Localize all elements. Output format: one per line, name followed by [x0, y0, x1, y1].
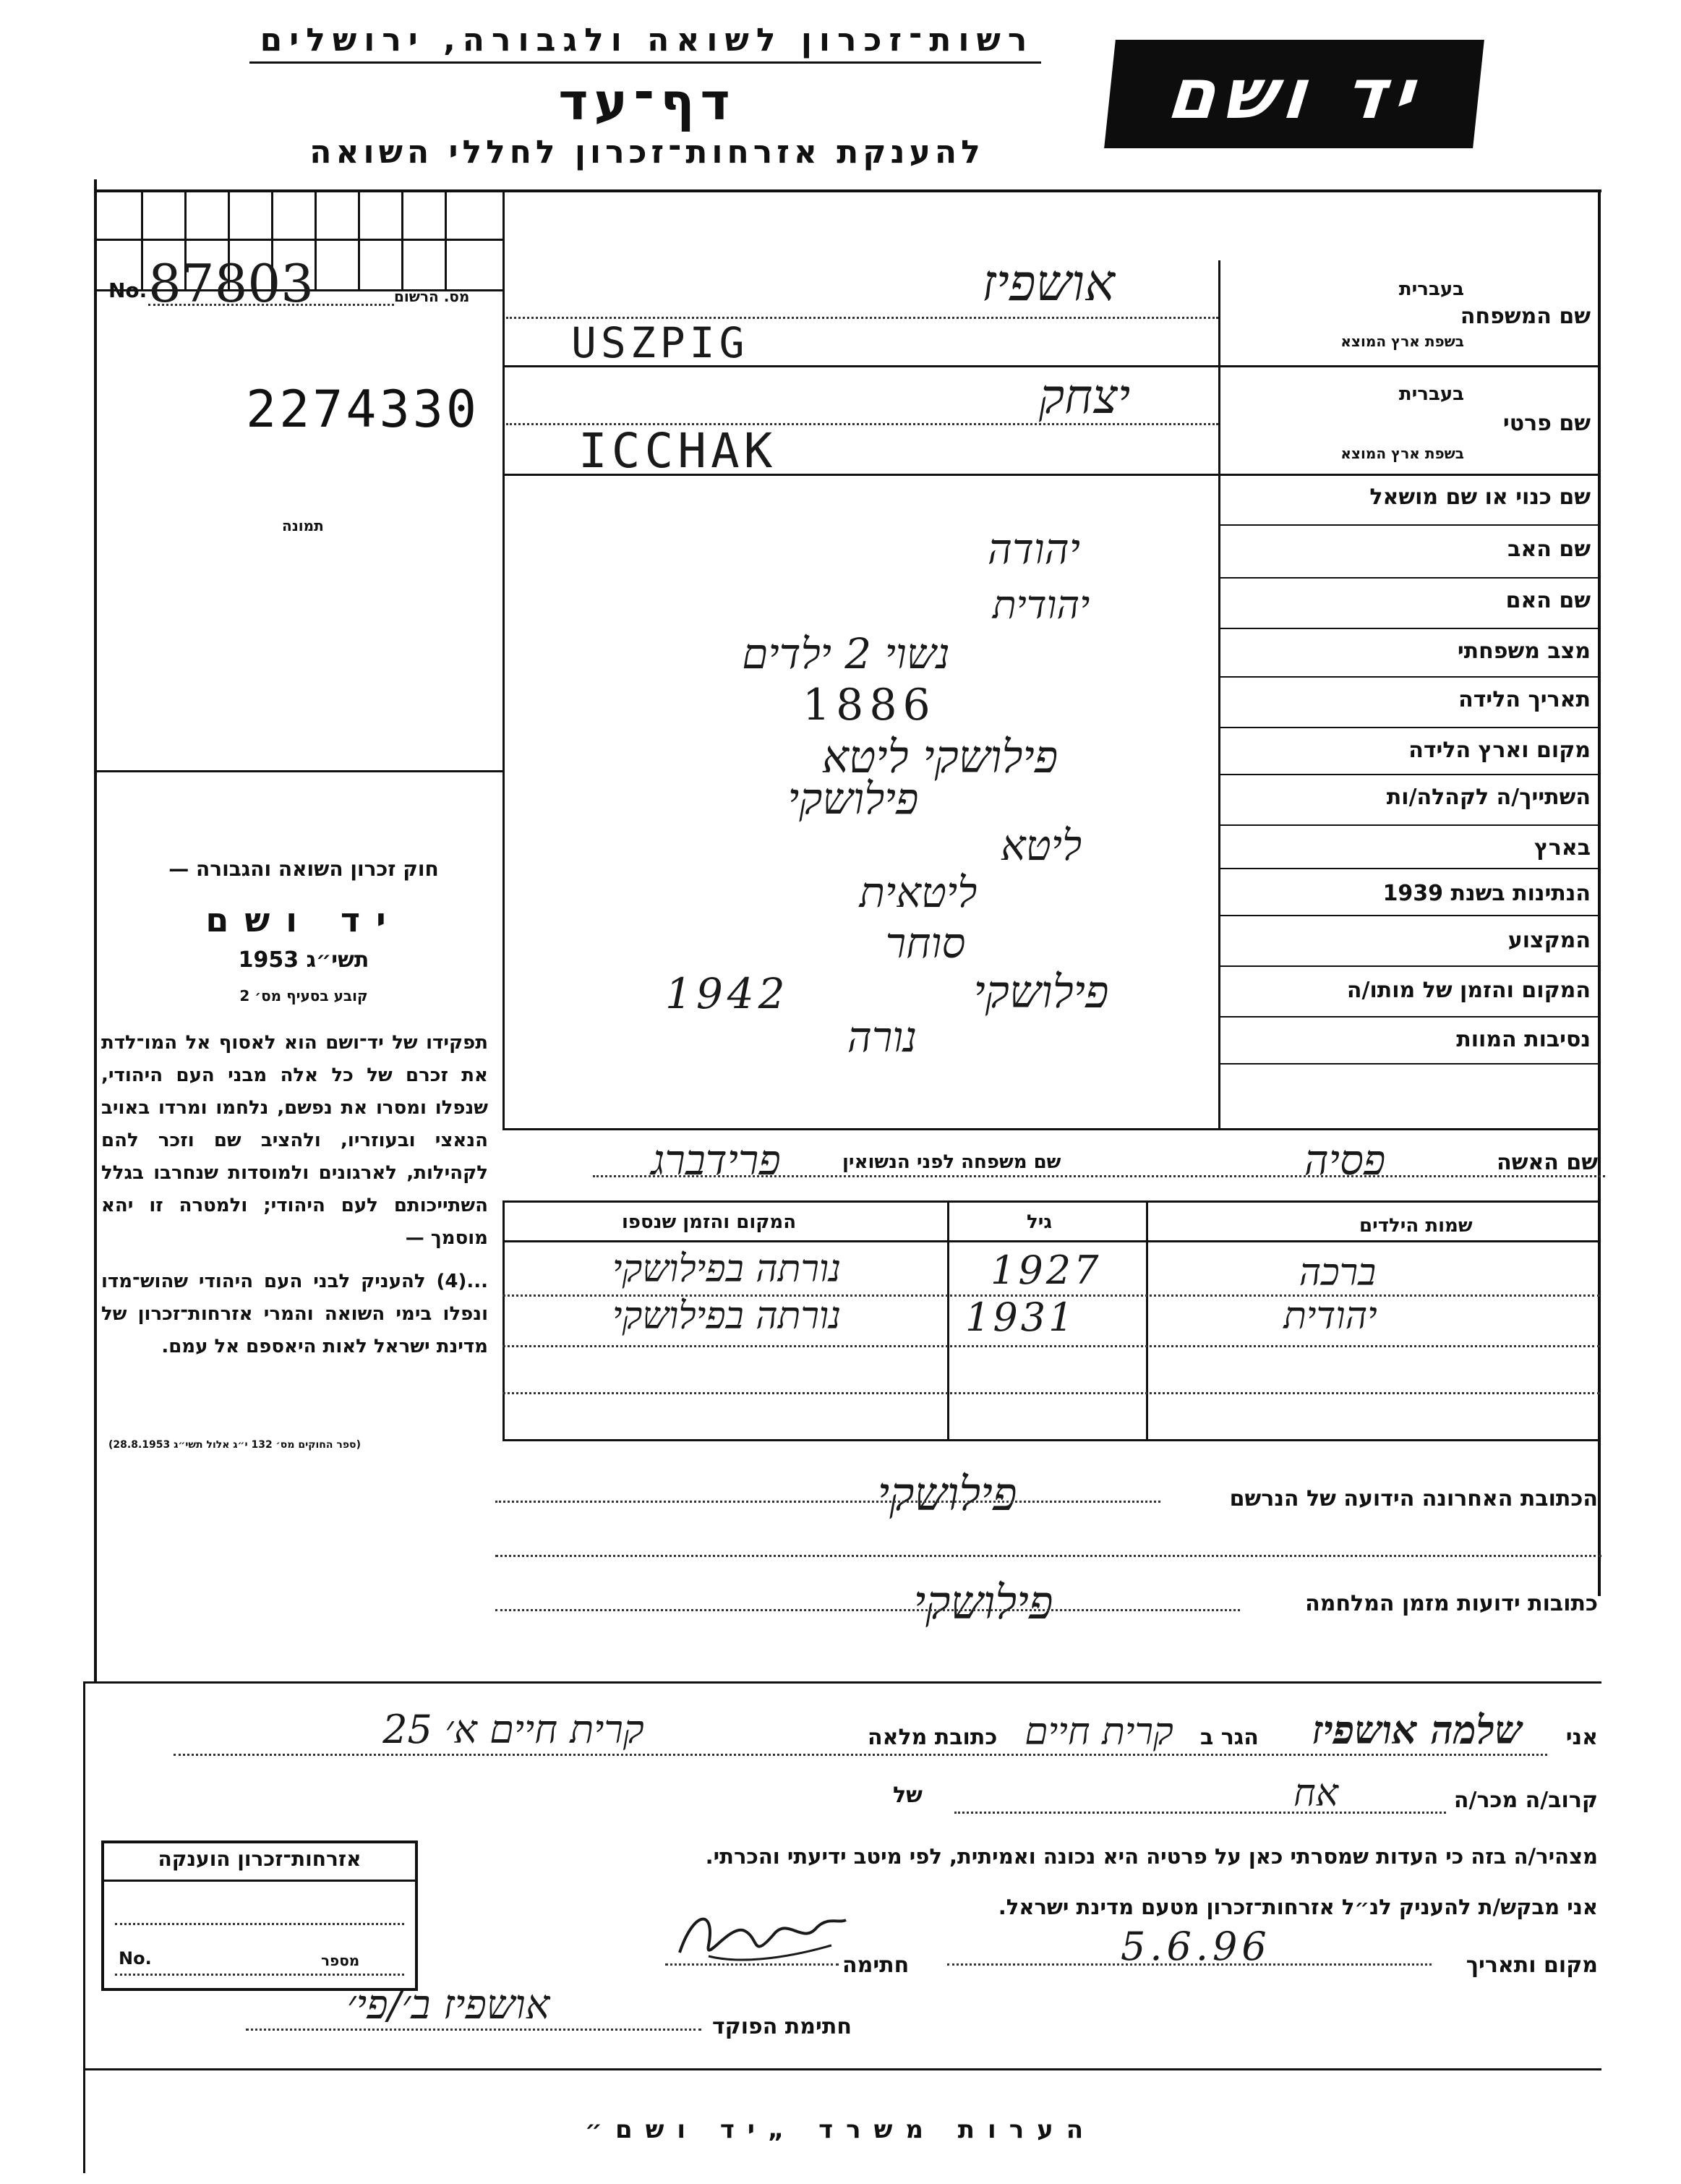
table-line [502, 1200, 505, 1439]
row-separator [1218, 577, 1600, 579]
first-origin-label: בשפת ארץ המוצא [1340, 445, 1464, 462]
wife-value: פסיה [1304, 1135, 1386, 1185]
declarant-i-label: אני [1565, 1725, 1598, 1750]
label-divider [1218, 260, 1220, 1128]
law-text-2: ...(4) להעניק לבני העם היהודי שהוש־מדו ונפלו בימי השואה והמרי אזרחות־זכרון של מדינת ישראל לאות היאספם אל עמם. [101, 1271, 488, 1357]
declarant-address: קרית חיים א׳ 25 [382, 1707, 644, 1752]
row-separator [1218, 524, 1600, 526]
frame-top [94, 189, 1601, 192]
death-circumstances-label: נסיבות המוות [1456, 1027, 1591, 1052]
signature-scribble [665, 1895, 853, 1974]
row-separator [1218, 868, 1600, 869]
dotted-line [502, 1392, 1600, 1394]
dotted-line [246, 2029, 701, 2031]
child-name: יהודית [1283, 1294, 1377, 1338]
marital-value: נשוי 2 ילדים [742, 629, 950, 678]
logo-text: יד ושם [1163, 54, 1425, 135]
dotted-line [947, 1963, 1432, 1966]
first-hebrew-label: בעברית [1398, 383, 1464, 405]
remarks-footer: הערות משרד „יד ושם״ [584, 2115, 1097, 2144]
table-line [947, 1200, 949, 1439]
citizenship-title: אזרחות־זכרון הוענקה [158, 1847, 362, 1871]
dotted-line [954, 1812, 1446, 1814]
birth-place-value: פילושקי ליטא [821, 730, 1058, 783]
last-address-value: פילושקי [877, 1468, 1017, 1522]
citizenship-no-label: No. [119, 1948, 152, 1968]
dotted-line [115, 1923, 404, 1925]
dotted-line [115, 1974, 404, 1976]
row-separator [1218, 774, 1600, 775]
row-separator [1218, 1016, 1600, 1018]
org-underline [249, 61, 1041, 64]
nickname-label: שם כנוי או שם מושאל [1369, 485, 1591, 510]
dotted-line [495, 1555, 1601, 1557]
yad-vashem-logo [1104, 40, 1484, 148]
father-label: שם האב [1507, 537, 1591, 562]
death-circumstances-value: נורה [847, 1012, 918, 1062]
birth-place-label: מקום וארץ הלידה [1408, 738, 1591, 763]
dotted-line [502, 1345, 1600, 1347]
relation-label: קרוב/ה מכר/ה [1453, 1788, 1598, 1813]
community-value: פילושקי [787, 774, 919, 824]
law-clause: קובע בסעיף מס׳ 2 [239, 987, 368, 1004]
child-place: נורתה בפילושקי [612, 1247, 842, 1291]
footer-left-border [83, 1681, 85, 2173]
law-year: תשי״ג 1953 [238, 947, 369, 973]
relation-value: אח [1293, 1772, 1338, 1815]
declarant-lives-label: הגר ב [1200, 1725, 1259, 1750]
first-name-label: שם פרטי [1502, 411, 1591, 436]
row-separator [1218, 1063, 1600, 1065]
officer-signature-value: אושפיז ב׳/פי׳ [346, 1982, 550, 2029]
column-divider [502, 189, 505, 1130]
dotted-line [593, 1175, 1605, 1177]
dotted-line [495, 1501, 1160, 1503]
declarant-address-label: כתובת מלאה [868, 1725, 998, 1750]
dotted-line [174, 1754, 1547, 1756]
family-hebrew-label: בעברית [1398, 278, 1464, 300]
family-name-origin: USZPIG [571, 318, 749, 367]
children-age-header: גיל [1027, 1211, 1053, 1233]
photo-box-bottom [94, 770, 502, 772]
frame-right [1598, 189, 1601, 1596]
dotted-line [148, 304, 394, 306]
law-text-1: תפקידו של יד־ושם הוא לאסוף אל המו־לדת את זכרם של כל אלה מבני העם היהודי, שנפלו ומסרו את נפשם, נלחמו ומרדו באויב הנאצי ובעוזריו, ולהציב שם וזכר להם לקהילות, לארגונים ולמוסדות שנחרבו בגלל השתייכותם לעם היהודי; ולמטרה זו יהא מוסמך — [101, 1032, 488, 1249]
birth-date-value: 1886 [803, 680, 936, 730]
statement-2: אני מבקש/ת להעניק לנ״ל אזרחות־זכרון מטעם מדינת ישראל. [998, 1895, 1598, 1919]
child-age: 1927 [991, 1247, 1102, 1293]
war-address-label: כתובות ידועות מזמן המלחמה [1305, 1591, 1598, 1616]
declarant-name: שלמה אושפיז [1312, 1707, 1523, 1753]
signature-label: חתימה [842, 1953, 910, 1978]
photo-label: תמונה [282, 517, 324, 534]
row-separator [502, 1128, 1600, 1130]
birth-date-label: תאריך הלידה [1458, 687, 1591, 712]
row-separator [1218, 727, 1600, 728]
nationality-value: ליטאית [859, 868, 978, 917]
citizenship-title-rule [104, 1880, 415, 1882]
marital-label: מצב משפחתי [1457, 639, 1591, 664]
community-label: השתייך/ה לקהלה/ות [1386, 785, 1591, 810]
form-subtitle: להענקת אזרחות־זכרון לחללי השואה [309, 134, 985, 171]
law-title: חוק זכרון השואה והגבורה — [168, 857, 439, 881]
row-separator [502, 1200, 1600, 1203]
row-separator [1218, 824, 1600, 826]
law-name: יד ושם [205, 900, 402, 939]
children-names-header: שמות הילדים [1359, 1215, 1473, 1237]
declarant-city: קרית חיים [1025, 1710, 1173, 1754]
family-name-hebrew: אושפיז [981, 253, 1116, 312]
mother-label: שם האם [1505, 588, 1591, 613]
of-label: של [893, 1783, 923, 1808]
wife-label: שם האשה [1497, 1150, 1598, 1175]
row-separator [1218, 965, 1600, 967]
registration-number: 87803 [148, 253, 315, 314]
table-line [502, 1439, 1600, 1441]
citizenship-number-label: מספר [321, 1952, 360, 1969]
frame-left [94, 179, 97, 1684]
country-label: בארץ [1534, 835, 1591, 861]
officer-signature-label: חתימת הפוקד [712, 2014, 852, 2039]
death-place-value: פילושקי [973, 965, 1109, 1018]
child-name: ברכה [1299, 1251, 1377, 1294]
row-separator [1218, 676, 1600, 678]
country-value: ליטא [1000, 821, 1082, 870]
org-line: רשות־זכרון לשואה ולגבורה, ירושלים [260, 22, 1035, 59]
first-name-origin: ICCHAK [578, 423, 777, 479]
footer-divider [83, 2068, 1601, 2070]
family-origin-label: בשפת ארץ המוצא [1340, 333, 1464, 350]
registration-label: מס. הרשום [394, 288, 470, 305]
death-place-label: המקום והזמן של מותו/ה [1346, 978, 1591, 1003]
death-year-value: 1942 [665, 969, 790, 1018]
no-label: No. [108, 278, 147, 302]
place-date-value: 5.6.96 [1121, 1924, 1271, 1969]
stamp-number: 2274330 [246, 380, 480, 439]
section-divider [83, 1681, 1601, 1684]
family-name-label: שם המשפחה [1460, 304, 1591, 329]
statement-1: מצהיר/ה בזה כי העדות שמסרתי כאן על פרטיה היא נכונה ואמיתית, לפי מיטב ידיעתי והכרתי. [705, 1844, 1598, 1869]
citizenship-box [101, 1840, 418, 1991]
nationality-label: הנתינות בשנת 1939 [1382, 881, 1591, 906]
wife-maiden-label: שם משפחה לפני הנשואין [842, 1151, 1061, 1173]
war-address-value: פילושקי [913, 1577, 1053, 1630]
table-line [502, 1240, 1600, 1242]
row-separator [1218, 628, 1600, 629]
first-name-hebrew: יצחק [1038, 369, 1131, 425]
mother-value: יהודית [992, 582, 1090, 628]
child-place: נורתה בפילושקי [612, 1294, 842, 1338]
profession-value: סוחר [885, 918, 966, 968]
place-date-label: מקום ותאריך [1466, 1953, 1598, 1978]
form-title: דף־עד [558, 72, 736, 132]
table-line [1146, 1200, 1148, 1439]
wife-maiden-value: פרידברג [651, 1135, 781, 1185]
children-place-header: המקום והזמן שנספו [622, 1211, 797, 1233]
law-source: (ספר החוקים מס׳ 132 י״ג אלול תשי״ג 28.8.1953) [108, 1439, 361, 1451]
row-separator [1218, 915, 1600, 916]
father-value: יהודה [988, 524, 1080, 573]
last-address-label: הכתובת האחרונה הידועה של הנרשם [1229, 1486, 1598, 1511]
profession-label: המקצוע [1507, 928, 1591, 953]
grid-line [94, 239, 502, 241]
dotted-line [495, 1609, 1240, 1611]
child-age: 1931 [965, 1294, 1077, 1340]
